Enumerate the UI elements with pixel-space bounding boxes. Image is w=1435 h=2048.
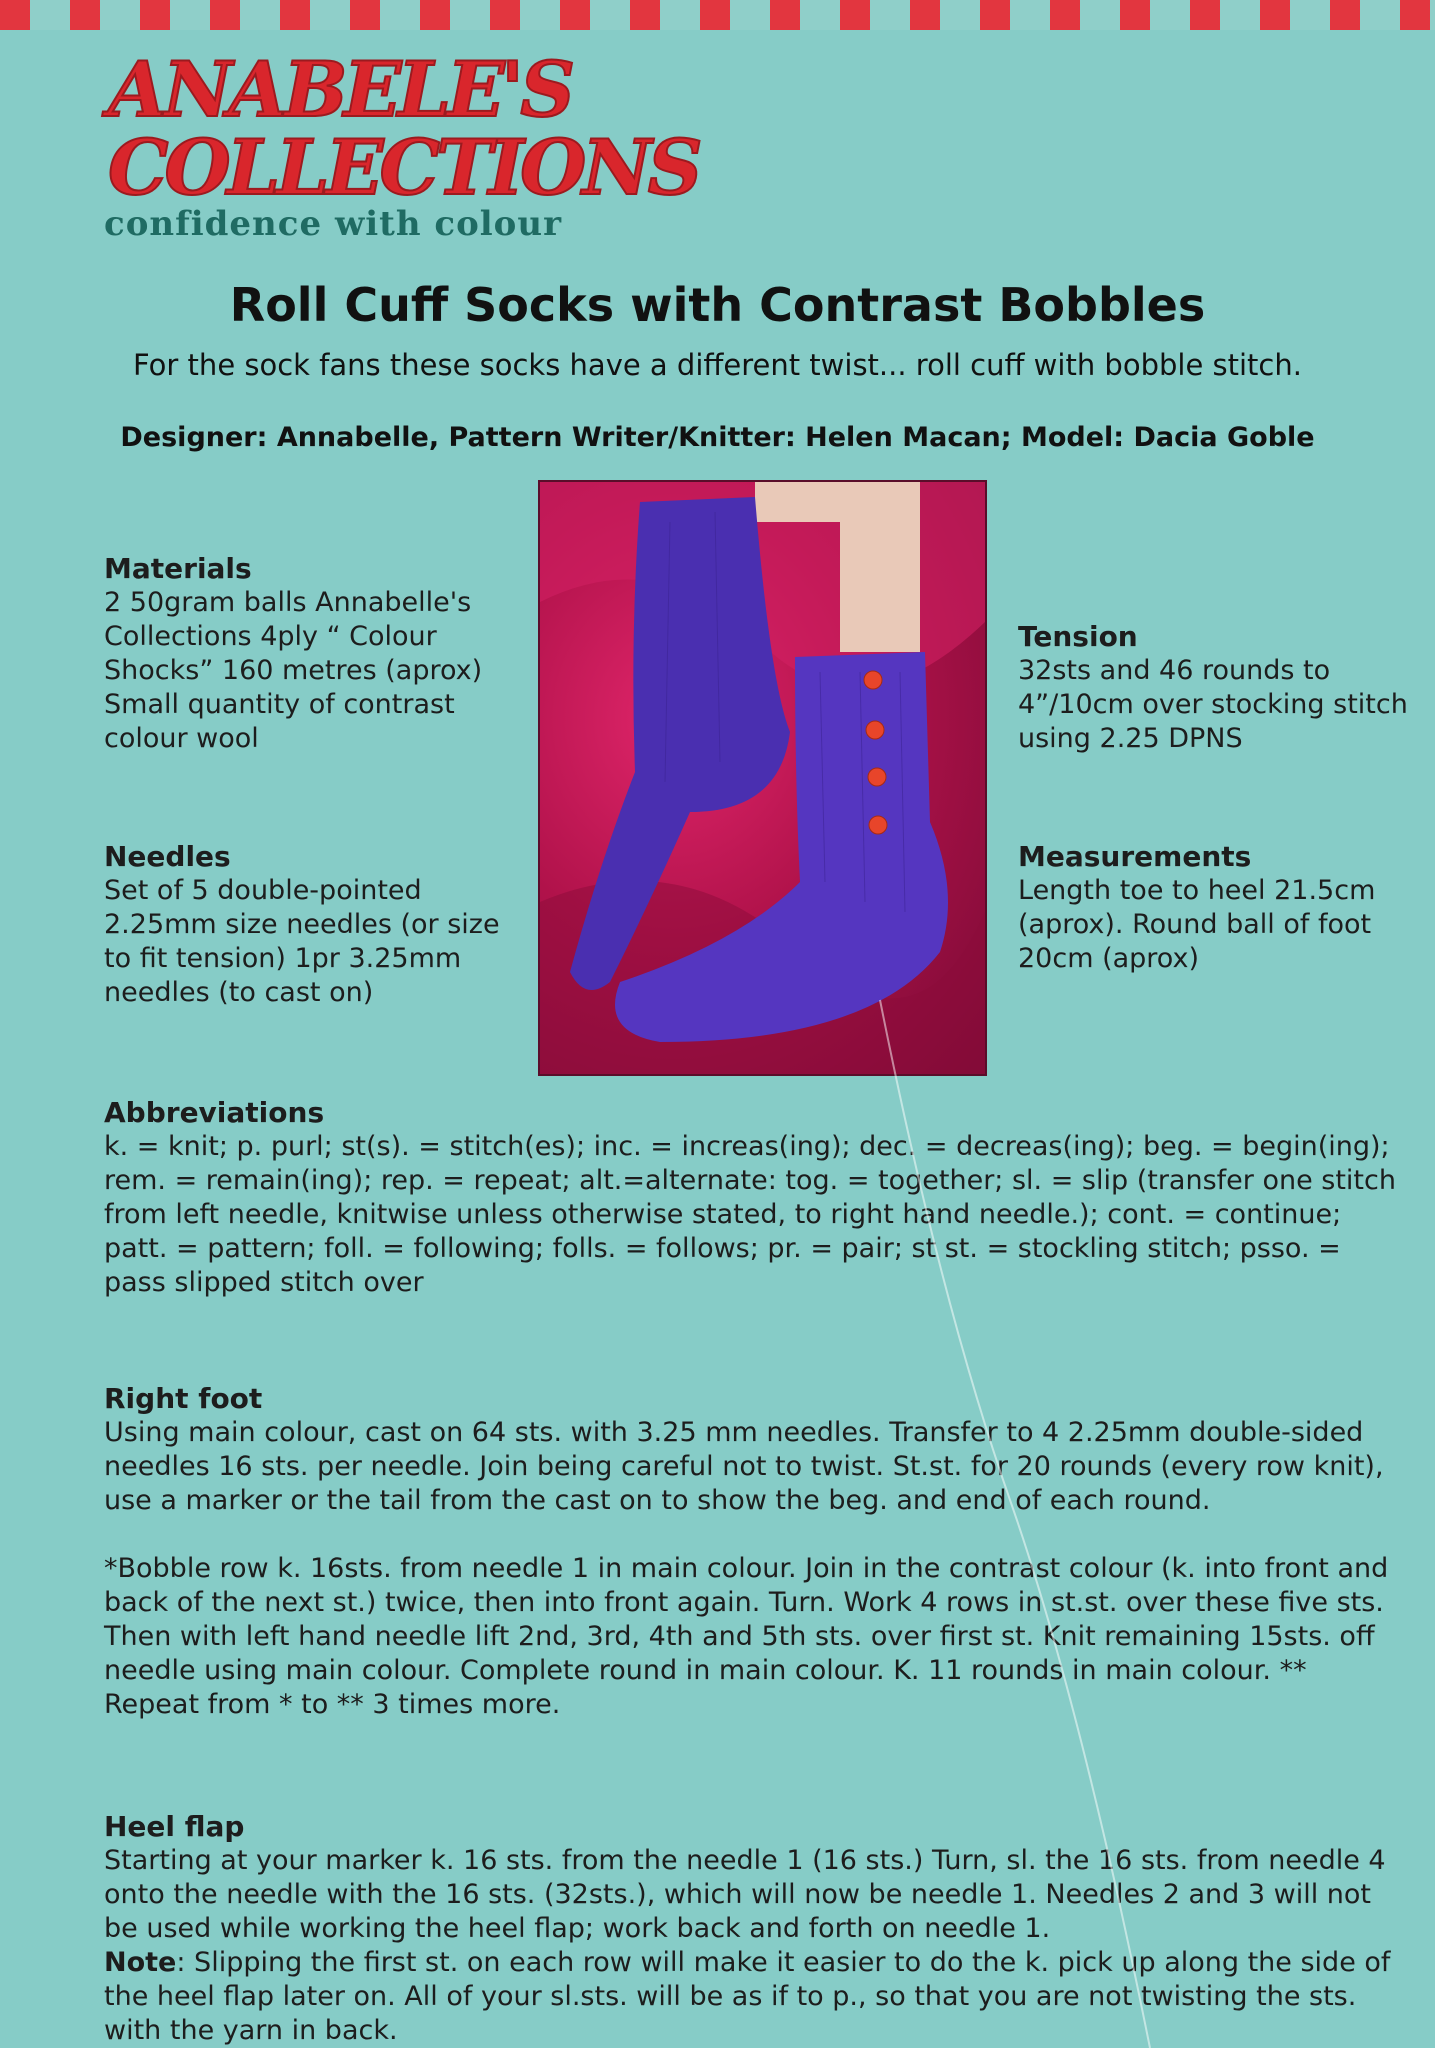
right-foot-section [104,1382,1404,1518]
measurements-heading: Measurements [1018,840,1252,873]
heel-flap-text: Starting at your marker k. 16 sts. from the needle 1 (16 sts.) Turn, sl. the 16 sts. from needle 4 onto the needle with the 16 sts. (32sts.), which will now be needle 1. Needles 2 and 3 will not be used while working the heel flap; work back and forth on needle 1. [104,1845,1386,1944]
measurements-section [1018,840,1408,976]
page-title: Roll Cuff Socks with Contrast Bobbles [229,278,1206,332]
tension-section [1018,620,1408,756]
heel-flap-note [104,1946,1404,2048]
abbreviations-heading: Abbreviations [104,1096,325,1129]
svg-text:ANABELE'S: ANABELE'S [108,45,572,134]
measurements-text: Length toe to heel 21.5cm (aprox). Round ball of foot 20cm (aprox) [1018,875,1376,974]
note-label: Note [104,1947,177,1978]
materials-text: 2 50gram balls Annabelle's Collections 4ply “ Colour Shocks” 160 metres (aprox) Small quantity of contrast colour wool [104,587,483,754]
abbreviations-section [104,1096,1404,1300]
heel-flap-heading: Heel flap [104,1810,245,1843]
page-subtitle: For the sock fans these socks have a different twist... roll cuff with bobble stitch. [133,348,1302,382]
needles-section [104,840,524,1010]
brand-tagline: confidence with colour [104,204,562,244]
top-border-strip [0,0,1435,30]
needles-text: Set of 5 double-pointed 2.25mm size needles (or size to fit tension) 1pr 3.25mm needles (to cast on) [104,875,500,1008]
svg-text:COLLECTIONS: COLLECTIONS [108,123,699,212]
abbreviations-text: k. = knit; p. purl; st(s). = stitch(es); inc. = increas(ing); dec. = decreas(ing); beg. = begin(ing); rem. = remain(ing); rep. = repeat; alt.=alternate: tog. = together; sl. = slip (transfer one stitch from left needle, knitwise unless otherwise stated, to right hand needle.); cont. = continue; patt. = pattern; foll. = following; folls. = follows; pr. = pair; st st. = stockling stitch; psso. = pass slipped stitch over [104,1131,1396,1298]
note-text: : Slipping the first st. on each row will make it easier to do the k. pick up along the side of the heel flap later on. All of your sl.sts. will be as if to p., so that you are not twisting the sts. with the yarn in back. [104,1947,1391,2046]
needles-heading: Needles [104,840,231,873]
right-foot-heading: Right foot [104,1382,263,1415]
bobble-row-text: *Bobble row k. 16sts. from needle 1 in main colour. Join in the contrast colour (k. into front and back of the next st.) twice, then into front again. Turn. Work 4 rows in st.st. over these five sts. Then with left hand needle lift 2nd, 3rd, 4th and 5th sts. over first st. Knit remaining 15sts. off needle using main colour. Complete round in main colour. K. 11 rounds in main colour. ** Repeat from * to ** 3 times more. [104,1553,1389,1720]
materials-heading: Materials [104,552,252,585]
materials-section [104,552,524,756]
tension-heading: Tension [1018,620,1138,653]
heel-flap-section [104,1810,1404,2048]
tension-text: 32sts and 46 rounds to 4”/10cm over stocking stitch using 2.25 DPNS [1018,655,1408,754]
sock-photo [540,482,985,1074]
bobble-row-section [104,1552,1404,1722]
credits-line: Designer: Annabelle, Pattern Writer/Knitter: Helen Macan; Model: Dacia Goble [120,422,1315,453]
right-foot-text: Using main colour, cast on 64 sts. with 3.25 mm needles. Transfer to 4 2.25mm double-sided needles 16 sts. per needle. Join being careful not to twist. St.st. for 20 rounds (every row knit), use a marker or the tail from the cast on to show the beg. and end of each round. [104,1417,1384,1516]
sock-illustration [540,482,985,1074]
